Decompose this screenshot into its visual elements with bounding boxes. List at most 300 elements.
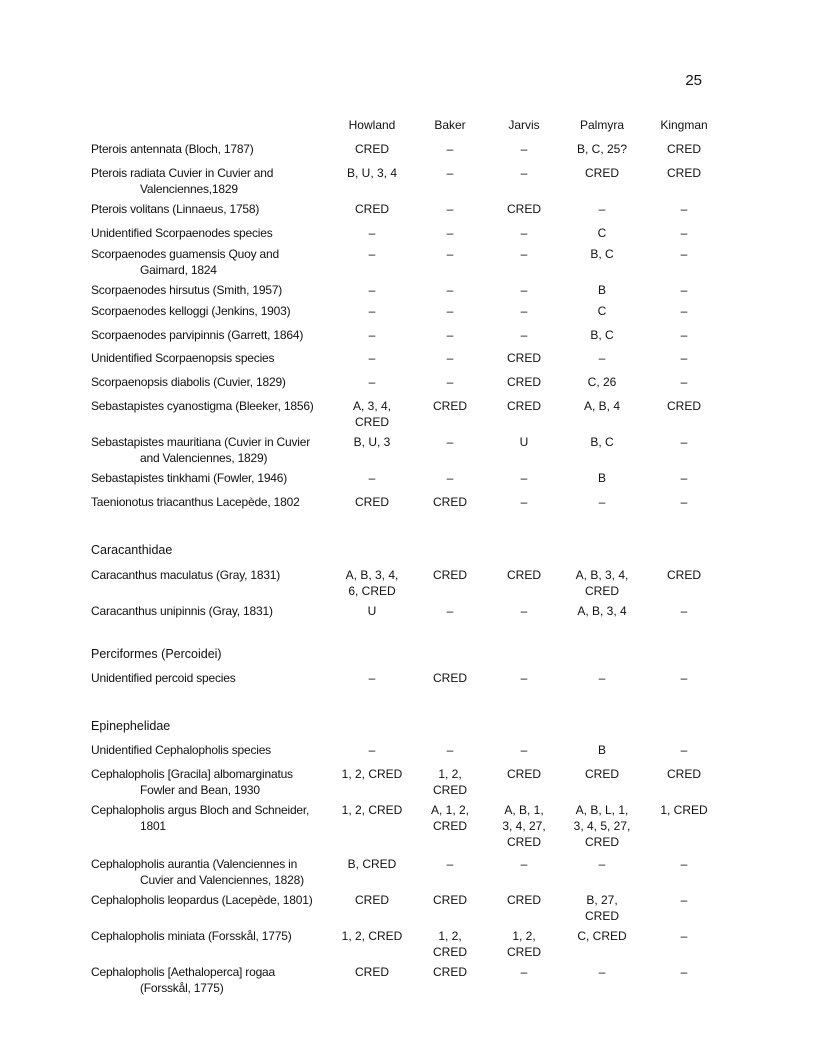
cell-jarvis: [484, 603, 564, 619]
cell-value: A, B, 1,: [504, 803, 544, 817]
species-name-line: Pterois antennata (Bloch, 1787): [91, 142, 254, 156]
cell-value: CRED: [666, 568, 701, 582]
cell-jarvis: [484, 282, 564, 298]
cell-value: 3, 4, 27,: [502, 819, 546, 833]
cell-palmyra: [562, 246, 642, 262]
cell-value: 1, 2, CRED: [341, 803, 403, 817]
cell-value: –: [598, 202, 606, 216]
column-header-baker: Baker: [434, 118, 466, 132]
cell-value: –: [680, 495, 688, 509]
cell-howland: [332, 892, 412, 908]
page-number: 25: [685, 72, 702, 89]
cell-value: B, C: [590, 435, 614, 449]
species-name: [91, 282, 331, 298]
cell-howland: [332, 494, 412, 510]
cell-howland: [332, 964, 412, 980]
cell-baker: [410, 165, 490, 181]
cell-jarvis: [484, 165, 564, 181]
cell-jarvis: [484, 201, 564, 217]
species-name-line: Sebastapistes cyanostigma (Bleeker, 1856): [91, 399, 314, 413]
species-name-line: Sebastapistes tinkhami (Fowler, 1946): [91, 471, 288, 485]
cell-howland: [332, 742, 412, 758]
cell-value: –: [680, 471, 688, 485]
cell-palmyra: [562, 374, 642, 390]
cell-value: –: [446, 857, 454, 871]
cell-kingman: [644, 225, 724, 241]
cell-value: –: [680, 929, 688, 943]
cell-baker: [410, 201, 490, 217]
cell-value: –: [446, 283, 454, 297]
cell-value: CRED: [432, 965, 467, 979]
cell-value: –: [680, 351, 688, 365]
cell-value: CRED: [432, 819, 467, 833]
cell-value: –: [520, 247, 528, 261]
cell-value: CRED: [432, 399, 467, 413]
cell-kingman: [644, 374, 724, 390]
cell-howland: [332, 246, 412, 262]
cell-jarvis: [484, 856, 564, 872]
cell-baker: [410, 964, 490, 980]
cell-palmyra: [562, 802, 642, 850]
cell-jarvis: [484, 141, 564, 157]
species-name-continuation: 1801: [140, 819, 166, 833]
cell-value: A, B, 3, 4,: [345, 568, 399, 582]
cell-howland: [332, 856, 412, 872]
cell-palmyra: [562, 165, 642, 181]
species-name-line: Pterois radiata Cuvier in Cuvier and: [91, 166, 274, 180]
cell-value: –: [368, 226, 376, 240]
cell-baker: [410, 303, 490, 319]
cell-howland: [332, 470, 412, 486]
cell-palmyra: [562, 964, 642, 980]
cell-value: –: [446, 471, 454, 485]
cell-jarvis: [484, 892, 564, 908]
cell-kingman: [644, 494, 724, 510]
cell-value: –: [680, 604, 688, 618]
cell-howland: [332, 434, 412, 450]
cell-howland: [332, 282, 412, 298]
cell-value: CRED: [432, 945, 467, 959]
cell-palmyra: [562, 856, 642, 872]
cell-howland: [332, 141, 412, 157]
cell-value: –: [520, 965, 528, 979]
cell-value: –: [368, 247, 376, 261]
species-name: [91, 670, 331, 686]
species-name-line: Scorpaenodes kelloggi (Jenkins, 1903): [91, 304, 291, 318]
cell-value: –: [680, 893, 688, 907]
cell-howland: [332, 374, 412, 390]
species-name-line: Unidentified percoid species: [91, 671, 236, 685]
cell-value: –: [520, 495, 528, 509]
cell-value: CRED: [506, 835, 541, 849]
cell-value: –: [446, 226, 454, 240]
cell-value: CRED: [506, 893, 541, 907]
cell-jarvis: [484, 766, 564, 782]
cell-palmyra: [562, 141, 642, 157]
cell-kingman: [644, 303, 724, 319]
cell-value: B: [597, 283, 606, 297]
species-name: [91, 470, 331, 486]
column-header-jarvis: Jarvis: [508, 118, 540, 132]
cell-value: –: [368, 671, 376, 685]
cell-kingman: [644, 201, 724, 217]
species-name: [91, 201, 331, 217]
cell-value: –: [680, 328, 688, 342]
cell-value: –: [520, 743, 528, 757]
cell-value: CRED: [354, 415, 389, 429]
species-name: [91, 766, 331, 798]
cell-kingman: [644, 928, 724, 944]
cell-kingman: [644, 350, 724, 366]
cell-baker: [410, 398, 490, 414]
species-name-line: Cephalopholis [Aethaloperca] rogaa: [91, 965, 275, 979]
cell-value: –: [598, 965, 606, 979]
species-name-line: Unidentified Scorpaenodes species: [91, 226, 273, 240]
species-name: [91, 434, 331, 466]
cell-value: CRED: [506, 767, 541, 781]
column-header-kingman: Kingman: [660, 118, 708, 132]
cell-value: A, 3, 4,: [352, 399, 392, 413]
species-name: [91, 742, 331, 758]
species-name: [91, 225, 331, 241]
cell-howland: [332, 766, 412, 782]
cell-jarvis: [484, 374, 564, 390]
species-name-line: Pterois volitans (Linnaeus, 1758): [91, 202, 260, 216]
cell-value: A, B, 3, 4: [577, 604, 627, 618]
cell-value: CRED: [354, 142, 389, 156]
cell-palmyra: [562, 282, 642, 298]
species-name-continuation: (Forsskål, 1775): [140, 981, 224, 995]
cell-palmyra: [562, 892, 642, 924]
cell-value: –: [520, 604, 528, 618]
cell-baker: [410, 742, 490, 758]
species-name-line: Cephalopholis argus Bloch and Schneider,: [91, 803, 310, 817]
cell-palmyra: [562, 398, 642, 414]
cell-baker: [410, 670, 490, 686]
species-name-line: Unidentified Scorpaenopsis species: [91, 351, 275, 365]
cell-value: CRED: [666, 142, 701, 156]
cell-kingman: [644, 567, 724, 583]
cell-kingman: [644, 141, 724, 157]
cell-value: C, CRED: [577, 929, 627, 943]
cell-howland: [332, 398, 412, 430]
cell-value: CRED: [584, 835, 619, 849]
cell-kingman: [644, 434, 724, 450]
cell-baker: [410, 494, 490, 510]
cell-value: B: [597, 471, 606, 485]
cell-value: C: [597, 304, 607, 318]
species-name: [91, 246, 331, 278]
species-name-line: Scorpaenodes parvipinnis (Garrett, 1864): [91, 328, 304, 342]
species-name: [91, 928, 331, 944]
cell-baker: [410, 802, 490, 834]
cell-howland: [332, 802, 412, 818]
cell-value: U: [519, 435, 529, 449]
cell-value: CRED: [506, 202, 541, 216]
species-name-line: Sebastapistes mauritiana (Cuvier in Cuvier: [91, 435, 311, 449]
cell-baker: [410, 246, 490, 262]
cell-value: B, C, 25?: [576, 142, 628, 156]
cell-baker: [410, 766, 490, 798]
column-header-palmyra: Palmyra: [579, 118, 624, 132]
cell-howland: [332, 165, 412, 181]
cell-value: –: [446, 247, 454, 261]
cell-value: 1, 2,: [438, 929, 462, 943]
cell-kingman: [644, 856, 724, 872]
species-name: [91, 374, 331, 390]
cell-value: –: [446, 375, 454, 389]
cell-kingman: [644, 470, 724, 486]
section-heading: Caracanthidae: [91, 543, 173, 557]
cell-value: CRED: [666, 399, 701, 413]
cell-value: CRED: [506, 351, 541, 365]
species-name-line: Cephalopholis [Gracila] albomarginatus: [91, 767, 293, 781]
cell-palmyra: [562, 327, 642, 343]
cell-value: 1, 2,: [438, 767, 462, 781]
cell-baker: [410, 282, 490, 298]
cell-baker: [410, 892, 490, 908]
cell-kingman: [644, 603, 724, 619]
cell-value: –: [680, 965, 688, 979]
cell-value: CRED: [506, 945, 541, 959]
cell-jarvis: [484, 434, 564, 450]
cell-howland: [332, 567, 412, 599]
cell-value: CRED: [506, 399, 541, 413]
cell-howland: [332, 350, 412, 366]
cell-value: CRED: [432, 893, 467, 907]
cell-value: –: [520, 328, 528, 342]
cell-value: –: [520, 166, 528, 180]
species-name: [91, 802, 331, 834]
cell-palmyra: [562, 494, 642, 510]
species-name: [91, 892, 331, 908]
cell-value: A, B, 3, 4,: [575, 568, 629, 582]
species-name: [91, 964, 331, 996]
cell-kingman: [644, 282, 724, 298]
cell-value: U: [367, 604, 377, 618]
cell-palmyra: [562, 470, 642, 486]
species-name: [91, 856, 331, 888]
species-name-line: Taenionotus triacanthus Lacepède, 1802: [91, 495, 300, 509]
species-name-line: Caracanthus unipinnis (Gray, 1831): [91, 604, 273, 618]
species-name: [91, 603, 331, 619]
species-name-line: Unidentified Cephalopholis species: [91, 743, 271, 757]
cell-palmyra: [562, 434, 642, 450]
species-name-continuation: Valenciennes,1829: [140, 182, 238, 196]
cell-kingman: [644, 327, 724, 343]
species-name: [91, 303, 331, 319]
cell-value: –: [446, 166, 454, 180]
species-name: [91, 398, 331, 414]
cell-jarvis: [484, 964, 564, 980]
cell-kingman: [644, 802, 724, 818]
species-name-continuation: Cuvier and Valenciennes, 1828): [140, 873, 304, 887]
cell-howland: [332, 201, 412, 217]
cell-value: –: [446, 142, 454, 156]
cell-value: –: [680, 375, 688, 389]
cell-value: –: [520, 142, 528, 156]
cell-value: –: [680, 247, 688, 261]
cell-jarvis: [484, 742, 564, 758]
cell-value: –: [520, 857, 528, 871]
cell-value: CRED: [432, 783, 467, 797]
cell-value: CRED: [354, 202, 389, 216]
cell-jarvis: [484, 246, 564, 262]
cell-value: 1, 2,: [512, 929, 536, 943]
cell-value: B, C: [590, 328, 614, 342]
cell-jarvis: [484, 494, 564, 510]
cell-baker: [410, 567, 490, 583]
cell-palmyra: [562, 201, 642, 217]
cell-value: –: [368, 283, 376, 297]
cell-value: B, CRED: [347, 857, 397, 871]
cell-palmyra: [562, 928, 642, 944]
cell-kingman: [644, 892, 724, 908]
cell-palmyra: [562, 670, 642, 686]
species-name-continuation: Fowler and Bean, 1930: [140, 783, 260, 797]
cell-baker: [410, 327, 490, 343]
cell-jarvis: [484, 327, 564, 343]
cell-value: –: [368, 471, 376, 485]
section-heading: Perciformes (Percoidei): [91, 647, 222, 661]
cell-jarvis: [484, 802, 564, 850]
cell-value: –: [446, 743, 454, 757]
cell-jarvis: [484, 303, 564, 319]
cell-value: –: [520, 671, 528, 685]
cell-value: 1, CRED: [660, 803, 708, 817]
cell-value: C: [597, 226, 607, 240]
cell-value: –: [368, 375, 376, 389]
cell-value: –: [520, 304, 528, 318]
cell-value: –: [368, 351, 376, 365]
cell-value: CRED: [584, 767, 619, 781]
cell-jarvis: [484, 470, 564, 486]
cell-jarvis: [484, 567, 564, 583]
column-header-howland: Howland: [348, 118, 396, 132]
cell-palmyra: [562, 350, 642, 366]
cell-value: CRED: [506, 375, 541, 389]
cell-value: CRED: [584, 584, 619, 598]
cell-kingman: [644, 246, 724, 262]
species-name: [91, 350, 331, 366]
cell-value: B: [597, 743, 606, 757]
cell-jarvis: [484, 350, 564, 366]
cell-palmyra: [562, 225, 642, 241]
cell-value: C, 26: [587, 375, 617, 389]
cell-value: –: [446, 604, 454, 618]
species-name-line: Caracanthus maculatus (Gray, 1831): [91, 568, 281, 582]
cell-value: –: [368, 328, 376, 342]
cell-value: CRED: [584, 909, 619, 923]
cell-value: –: [520, 226, 528, 240]
cell-palmyra: [562, 303, 642, 319]
cell-palmyra: [562, 766, 642, 782]
cell-value: –: [368, 743, 376, 757]
cell-baker: [410, 856, 490, 872]
cell-value: B, 27,: [586, 893, 618, 907]
cell-value: –: [680, 435, 688, 449]
cell-baker: [410, 470, 490, 486]
cell-value: 1, 2, CRED: [341, 767, 403, 781]
species-name-line: Scorpaenopsis diabolis (Cuvier, 1829): [91, 375, 286, 389]
species-name: [91, 494, 331, 510]
cell-howland: [332, 670, 412, 686]
cell-value: A, 1, 2,: [430, 803, 470, 817]
cell-howland: [332, 603, 412, 619]
cell-value: –: [598, 351, 606, 365]
species-name-line: Cephalopholis miniata (Forsskål, 1775): [91, 929, 292, 943]
cell-baker: [410, 434, 490, 450]
species-name: [91, 327, 331, 343]
cell-value: –: [446, 304, 454, 318]
cell-value: B, C: [590, 247, 614, 261]
cell-value: –: [680, 671, 688, 685]
species-name-continuation: Gaimard, 1824: [140, 263, 217, 277]
cell-value: –: [520, 471, 528, 485]
cell-value: –: [446, 328, 454, 342]
cell-value: –: [680, 857, 688, 871]
cell-value: 6, CRED: [348, 584, 396, 598]
cell-value: A, B, L, 1,: [575, 803, 629, 817]
cell-value: CRED: [354, 965, 389, 979]
cell-howland: [332, 303, 412, 319]
cell-value: –: [680, 304, 688, 318]
cell-value: CRED: [354, 495, 389, 509]
cell-baker: [410, 603, 490, 619]
cell-value: 1, 2, CRED: [341, 929, 403, 943]
cell-value: –: [446, 351, 454, 365]
cell-value: CRED: [432, 495, 467, 509]
cell-kingman: [644, 165, 724, 181]
cell-kingman: [644, 398, 724, 414]
cell-value: –: [680, 202, 688, 216]
cell-jarvis: [484, 225, 564, 241]
cell-value: CRED: [666, 767, 701, 781]
cell-baker: [410, 374, 490, 390]
species-name-line: Cephalopholis leopardus (Lacepède, 1801): [91, 893, 313, 907]
cell-value: –: [598, 495, 606, 509]
cell-value: –: [598, 857, 606, 871]
cell-value: CRED: [506, 568, 541, 582]
cell-baker: [410, 350, 490, 366]
cell-value: CRED: [584, 166, 619, 180]
cell-value: B, U, 3: [353, 435, 391, 449]
cell-jarvis: [484, 670, 564, 686]
table-header: [0, 117, 816, 135]
cell-kingman: [644, 766, 724, 782]
cell-palmyra: [562, 567, 642, 599]
species-name-line: Scorpaenodes guamensis Quoy and: [91, 247, 279, 261]
cell-howland: [332, 928, 412, 944]
cell-howland: [332, 225, 412, 241]
cell-value: –: [680, 743, 688, 757]
cell-value: –: [598, 671, 606, 685]
species-name-continuation: and Valenciennes, 1829): [140, 451, 268, 465]
cell-value: –: [520, 283, 528, 297]
cell-baker: [410, 225, 490, 241]
cell-value: CRED: [354, 893, 389, 907]
cell-palmyra: [562, 742, 642, 758]
cell-baker: [410, 141, 490, 157]
cell-kingman: [644, 742, 724, 758]
cell-value: CRED: [432, 568, 467, 582]
species-name: [91, 165, 331, 197]
cell-value: A, B, 4: [583, 399, 621, 413]
cell-palmyra: [562, 603, 642, 619]
cell-value: CRED: [432, 671, 467, 685]
cell-baker: [410, 928, 490, 960]
cell-kingman: [644, 964, 724, 980]
